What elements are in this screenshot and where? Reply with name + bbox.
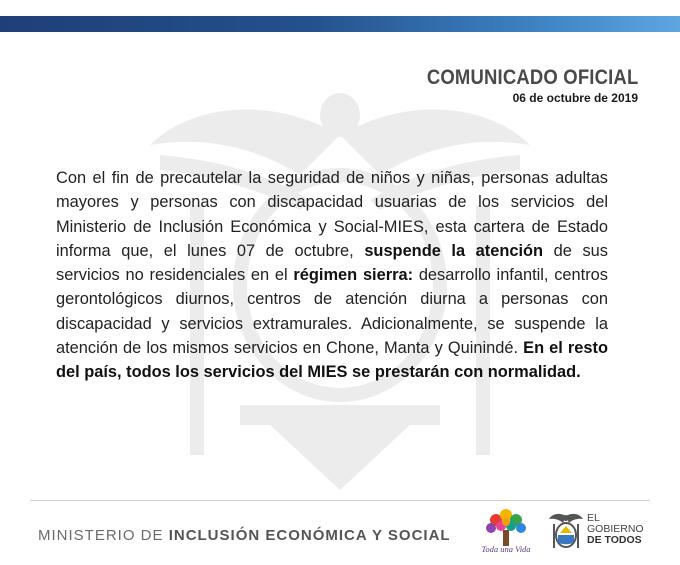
body-text-part-2: de sus servicios no residenciales en el xyxy=(56,241,608,285)
footer-divider xyxy=(30,500,650,501)
document-date: 06 de octubre de 2019 xyxy=(512,91,638,105)
statement-body xyxy=(56,166,608,385)
ministry-name xyxy=(38,527,451,544)
body-bold-regimen: régimen sierra: xyxy=(293,266,414,285)
body-bold-suspend: suspende la atención xyxy=(364,241,544,260)
ministry-name-prefix: MINISTERIO DE xyxy=(38,527,169,544)
ministry-name-main: INCLUSIÓN ECONÓMICA Y SOCIAL xyxy=(168,527,451,544)
body-text-part-1: Con el fin de precautelar la seguridad de niños y niñas, personas adultas mayores y personas con discapacidad usuarias de los servicios del Ministerio de Inclusión Económica y Social-MIES, esta cartera de Estado informa que, el lunes 07 de octubre, xyxy=(56,169,608,260)
gobierno-coat-of-arms-icon xyxy=(549,512,583,552)
gob-line-2: GOBIERNO xyxy=(587,523,644,535)
gob-line-1: EL xyxy=(587,512,600,524)
toda-una-vida-label: Toda una Vida xyxy=(481,544,531,554)
top-color-bar xyxy=(0,16,680,32)
body-text-part-3: desarrollo infantil, centros gerontológicos diurnos, centros de atención diurna a personas con discapacidad y servicios extramurales. Adicionalmente, se suspende la atención de los mismos servicios en Chone, Manta y Quinindé. xyxy=(56,266,608,358)
document-title: COMUNICADO OFICIAL xyxy=(426,66,638,89)
body-bold-normalidad: En el resto del país, todos los servicios del MIES se prestarán con normalidad. xyxy=(56,339,608,382)
gob-line-3: DE TODOS xyxy=(587,534,642,546)
gobierno-de-todos-wordmark xyxy=(587,513,644,546)
header xyxy=(398,66,638,105)
